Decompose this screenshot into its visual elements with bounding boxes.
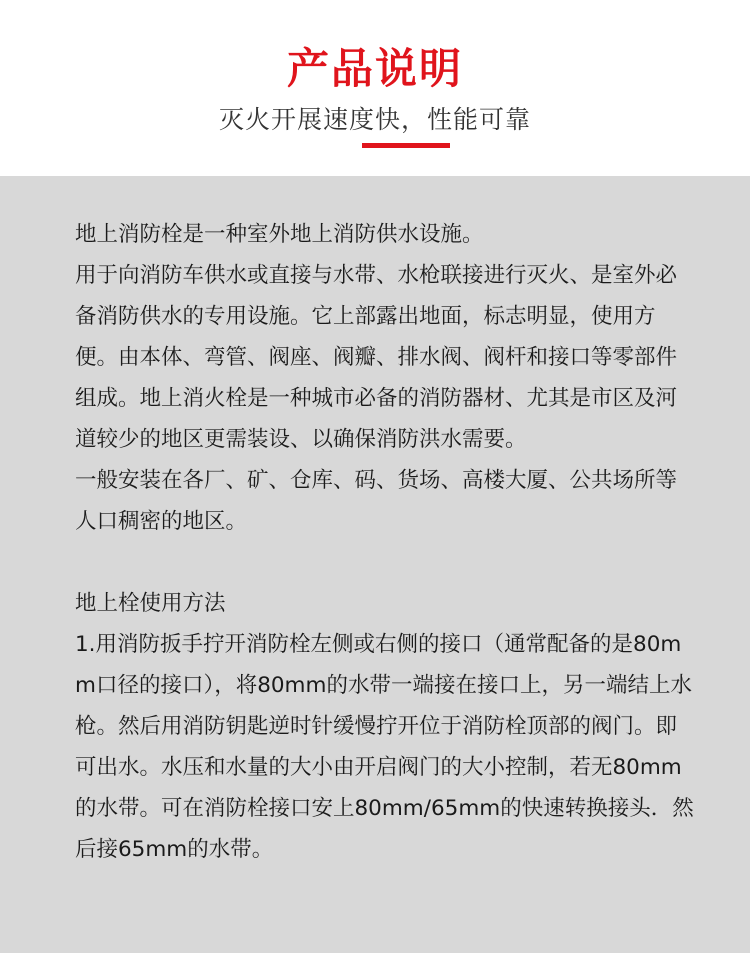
page-subtitle: 灭火开展速度快，性能可靠	[218, 105, 531, 134]
usage-paragraph: 用于向消防车供水或直接与水带、水枪联接进行灭火、是室外必备消防供水的专用设施。它上部露出地面，标志明显，使用方便。由本体、弯管、阀座、阀瓣、排水阀、阀杆和接口等零部件组成。地上消火栓是一种城市必备的消防器材、尤其是市区及河道较少的地区更需装设、以确保消防洪水需要。	[75, 263, 678, 452]
usage-method-step-1: 1.用消防扳手拧开消防栓左侧或右侧的接口（通常配备的是80mm口径的接口），将80mm的水带一端接在接口上，另一端结上水枪。然后用消防钥匙逆时针缓慢拧开位于消防栓顶部的阀门。即可出水。水压和水量的大小由开启阀门的大小控制，若无80mm的水带。可在消防栓接口安上80mm/65mm的快速转换接头．然后接65mm的水带。	[75, 632, 694, 862]
description-panel	[0, 176, 750, 953]
title-underline	[362, 143, 450, 148]
intro-paragraph: 地上消防栓是一种室外地上消防供水设施。	[75, 222, 484, 247]
page-title: 产品说明	[286, 44, 463, 93]
header	[0, 0, 750, 176]
usage-method-heading: 地上栓使用方法	[75, 591, 226, 616]
description-content	[75, 214, 695, 870]
section-gap	[75, 542, 695, 583]
installation-paragraph: 一般安装在各厂、矿、仓库、码、货场、高楼大厦、公共场所等人口稠密的地区。	[75, 468, 678, 534]
